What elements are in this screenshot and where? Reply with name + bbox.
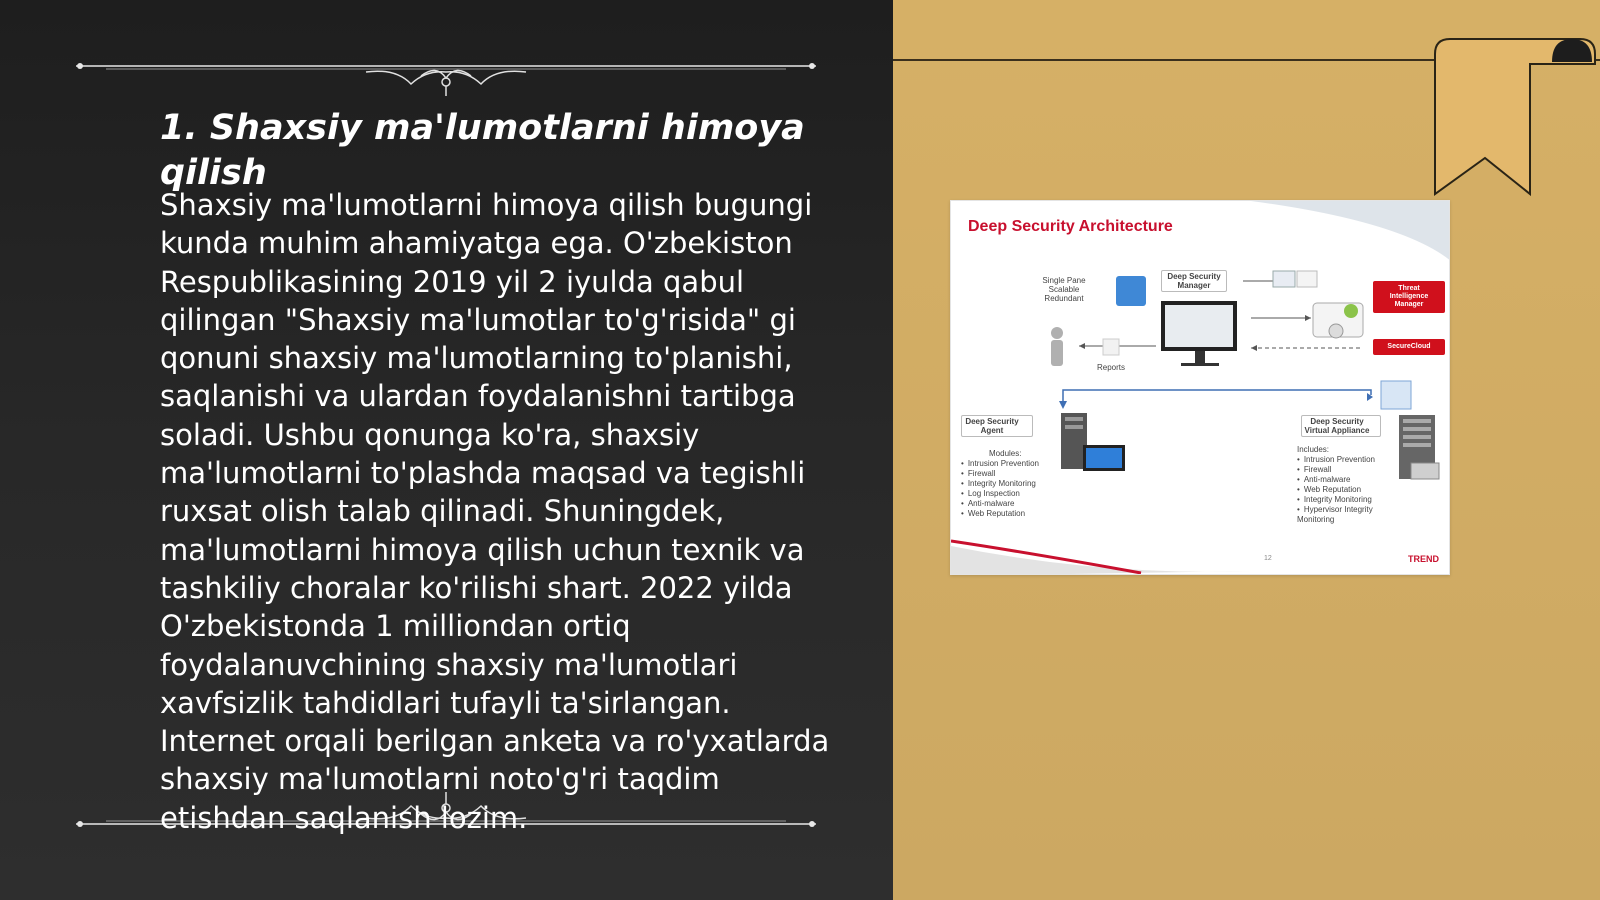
diagram-agent-label: Deep Security Agent bbox=[965, 417, 1019, 435]
list-item: • Log Inspection bbox=[961, 489, 1039, 499]
slide-body-text: Shaxsiy ma'lumotlarni himoya qilish bugungi kunda muhim ahamiyatga ega. O'zbekiston Respublikasining 2019 yil 2 iyulda qabul qilingan "Shaxsiy ma'lumotlar to'g'risida" gi qonuni shaxsiy ma'lumotlarning to'planishi, saqlanishi va ulardan foydalanishni tartibga soladi. Ushbu qonunga ko'ra, shaxsiy ma'lumotlarni to'plashda maqsad va tegishli ruxsat olish talab qilinadi. Shuningdek, ma'lumotlarni himoya qilish uchun texnik va tashkiliy choralar ko'rilishi shart. 2022 yilda O'zbekistonda 1 milliondan ortiq foydalanuvchining shaxsiy ma'lumotlari xavfsizlik tahdidlari tufayli ta'sirlangan. Internet orqali berilgan anketa va ro'yxatlarda shaxsiy ma'lumotlarni noto'g'ri taqdim etishdan saqlanish lozim. bbox=[160, 188, 830, 835]
diagram-appliance-modules bbox=[1297, 455, 1401, 525]
architecture-diagram-image bbox=[950, 200, 1450, 575]
list-item: • Intrusion Prevention bbox=[961, 459, 1039, 469]
list-item: • Anti-malware bbox=[1297, 475, 1401, 485]
diagram-db-label: Single Pane Scalable Redundant bbox=[1042, 276, 1086, 303]
diagram-agent-modules bbox=[961, 459, 1039, 519]
list-item: • Firewall bbox=[1297, 465, 1401, 475]
list-item: • Web Reputation bbox=[1297, 485, 1401, 495]
ornament-divider-top bbox=[66, 46, 826, 98]
diagram-reports-label: Reports bbox=[1096, 363, 1125, 372]
diagram-page-number: 12 bbox=[1264, 555, 1272, 562]
diagram-title: Deep Security Architecture bbox=[968, 218, 1173, 235]
slide-title: 1. Shaxsiy ma'lumotlarni himoya qilish bbox=[160, 108, 805, 193]
diagram-threat-box: Threat Intelligence Manager bbox=[1373, 281, 1445, 313]
list-item: • Firewall bbox=[961, 469, 1039, 479]
list-item: • Intrusion Prevention bbox=[1297, 455, 1401, 465]
list-item: • Anti-malware bbox=[961, 499, 1039, 509]
diagram-agent-modules-head: Modules: bbox=[989, 449, 1022, 458]
diagram-appliance-label: Deep Security Virtual Appliance bbox=[1304, 417, 1370, 435]
diagram-securecloud-box: SecureCloud bbox=[1373, 339, 1445, 355]
diagram-manager-label: Deep Security Manager bbox=[1167, 272, 1221, 290]
trend-logo: TREND bbox=[1408, 554, 1439, 564]
list-item: • Hypervisor Integrity Monitoring bbox=[1297, 505, 1401, 525]
list-item: • Web Reputation bbox=[961, 509, 1039, 519]
list-item: • Integrity Monitoring bbox=[961, 479, 1039, 489]
list-item: • Integrity Monitoring bbox=[1297, 495, 1401, 505]
diagram-appliance-modules-head: Includes: bbox=[1297, 445, 1330, 454]
bookmark-icon bbox=[1430, 34, 1600, 204]
